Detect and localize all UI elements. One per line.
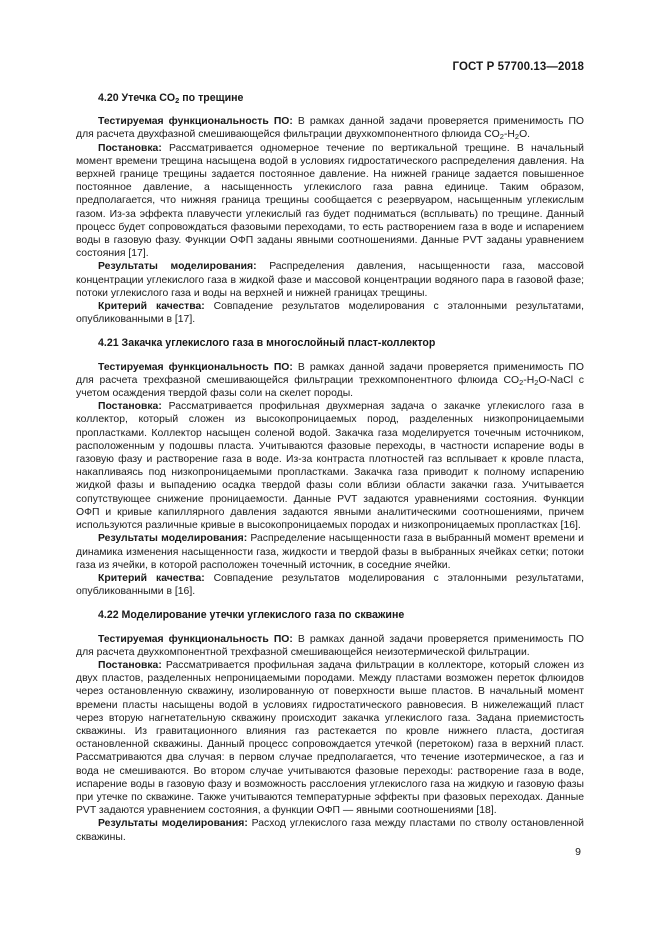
section-4-22-title: 4.22 Моделирование утечки углекислого газа по скважине [98, 609, 405, 622]
page-number: 9 [575, 846, 581, 858]
section-4-22-results: Результаты моделирования: Расход углекислого газа между пластами по стволу остановленной скважины. [76, 818, 584, 843]
section-4-20-results: Результаты моделирования: Распределения давления, насыщенности газа, массовой концентрации углекислого газа в жидкой фазе и массовой концентрации водяного пара в газовой фазе; потоки углекислого газа и воды на верхней и нижней границах трещины. [76, 261, 584, 299]
section-4-22-setup: Постановка: Рассматривается профильная задача фильтрации в коллекторе, который сложен из двух пластов, разделенных непроницаемыми породами. Между пластами возможен переток флюидов через остановленную скважину, изолированную от поверхности выше пластов. В начальный момент времени пласты насыщены водой в условиях гидростатического равновесия. В нижележащий пласт через вторую нагнетательную скважину происходит закачка углекислого газа. Задана приемистость скважины. Из гравитационного влияния газ растекается по кровле нижнего пласта, достигая остановленной скважины. Данный процесс сопровождается утечкой (перетоком) газа в верхний пласт. Рассматриваются два случая: в первом случае предполагается, что течение изотермическое, а газ и вода не смешиваются. Во втором случае учитываются фазовые переходы: растворение газа в воде, испарение воды в газовую фазу и возможность расслоения углекислого газа на жидкую и газовую фазы при утечке по скважине. Также учитываются температурные эффекты при фазовых переходах. Данные PVT задаются уравнением состояния, а функции ОФП — явными соотношениями [18]. [76, 659, 584, 817]
section-4-21-criterion: Критерий качества: Совпадение результатов моделирования с эталонными результатами, опубликованными в [16]. [76, 572, 584, 598]
section-4-20-functionality: Тестируемая функциональность ПО: В рамках данной задачи проверяется применимость ПО для расчета двухфазной смешивающейся фильтрации двухкомпонентного флюида $CO_2-H_2O$. [76, 116, 584, 142]
section-4-20-title: 4.20 Утечка $CO_2$ по трещине [98, 92, 244, 105]
section-4-20-setup: Постановка: Рассматривается одномерное течение по вертикальной трещине. В начальный момент времени трещина насыщена водой в условиях гидростатического распределения давления. На верхней границе трещины задается постоянное давление. На нижней границе задается повышенное постоянное давление, а насыщенность углекислого газа равна единице. Таким образом, предполагается, что нижняя граница трещины сообщается с резервуаром, насыщенным углекислым газом. Из-за эффекта плавучести углекислый газ будет подниматься (всплывать) по трещине. Данный процесс будет сопровождаться фазовыми переходами, то есть растворением газа в воде и испарением воды в газовую фазу. Функции ОФП заданы явными соотношениями. Данные PVT заданы уравнением состояния [17]. [76, 142, 584, 260]
section-4-20-criterion: Критерий качества: Совпадение результатов моделирования с эталонными результатами, опубликованными в [17]. [76, 301, 584, 326]
section-4-21-results: Результаты моделирования: Распределение насыщенности газа в выбранный момент времени и динамика изменения насыщенности газа, жидкости и твердой фазы в выбранных ячейках сетки; потоки газа из ячейки, в которой расположен точечный источник, в соседние ячейки. [76, 533, 584, 571]
section-4-21-title: 4.21 Закачка углекислого газа в многослойный пласт-коллектор [98, 337, 436, 350]
section-4-21-functionality: Тестируемая функциональность ПО: В рамках данной задачи проверяется применимость ПО для расчета трехфазной смешивающейся фильтрации трехкомпонентного флюида $CO_2-H_2O$-NaCl с учетом осаждения твердой фазы соли на скелет породы. [76, 361, 584, 400]
page-content [76, 92, 584, 844]
document-code: ГОСТ Р 57700.13—2018 [452, 61, 584, 73]
section-4-22-functionality: Тестируемая функциональность ПО: В рамках данной задачи проверяется применимость ПО для расчета двухкомпонентной трехфазной смешивающейся неизотермической фильтрации. [76, 633, 584, 658]
section-4-21-setup: Постановка: Рассматривается профильная двухмерная задача о закачке углекислого газа в коллектор, который сложен из высокопроницаемых пород, разделенных низкопроницаемыми пропластками. Коллектор насыщен соленой водой. Закачка газа моделируется точечным источником, расположенным у подошвы пласта. Учитываются фазовые переходы, в частности испарение воды в газовую фазу и растворение газа в воде. Из-за контраста плотностей газ всплывает к кровле пласта, накапливаясь под низкопроницаемыми пропластками. Закачка газа приводит к полному испарению жидкой фазы и выпадению осадка твердой фазы соли вблизи области закачки газа. Учитывается сопутствующее снижение проницаемости. Данные PVT задаются уравнениями состояния. Функции ОФП и кривые капиллярного давления задаются явными аналитическими соотношениями, причем используются различные кривые в высокопроницаемых породах и низкопроницаемых пропластках [16]. [76, 401, 584, 532]
